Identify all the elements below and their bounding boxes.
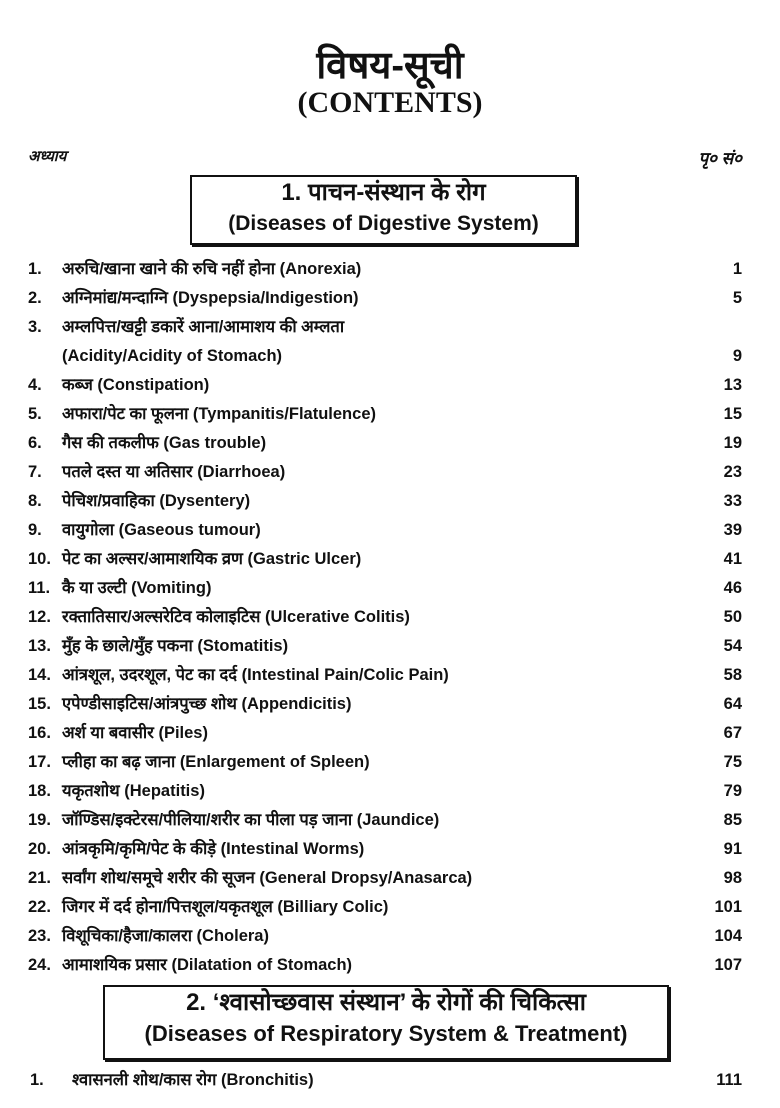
contents-entry[interactable]: [0, 835, 780, 864]
entry-number: 18.: [28, 782, 51, 800]
section-heading-respiratory: [103, 985, 669, 1060]
contents-entry[interactable]: [0, 893, 780, 922]
entry-number: 12.: [28, 608, 51, 626]
contents-entry[interactable]: [0, 864, 780, 893]
entry-title: यकृतशोथ (Hepatitis): [62, 782, 205, 800]
entry-number: 3.: [28, 318, 42, 336]
entry-title: जॉण्डिस/इक्टेरस/पीलिया/शरीर का पीला पड़ जाना (Jaundice): [62, 811, 440, 829]
section-heading-digestive: [190, 175, 577, 245]
section-title-hindi: 1. पाचन-संस्थान के रोग: [281, 179, 486, 206]
entry-page: 75: [723, 753, 742, 771]
entry-title: (Acidity/Acidity of Stomach): [62, 347, 283, 365]
entry-page: 41: [723, 550, 742, 568]
entry-title: जिगर में दर्द होना/पित्तशूल/यकृतशूल (Billiary Colic): [62, 898, 389, 916]
entry-page: 46: [723, 579, 742, 597]
contents-entry[interactable]: [0, 690, 780, 719]
entry-number: 17.: [28, 753, 51, 771]
entry-page: 13: [723, 376, 742, 394]
page-number-column-header: पृ० सं०: [698, 149, 742, 168]
section-title-english: (Diseases of Respiratory System & Treatment): [144, 1021, 628, 1046]
entry-title: सर्वांग शोथ/समूचे शरीर की सूजन (General Dropsy/Anasarca): [62, 869, 473, 887]
entry-title: अम्लपित्त/खट्टी डकारें आना/आमाशय की अम्लता: [62, 318, 345, 336]
entry-page: 67: [723, 724, 742, 742]
entry-page: 101: [714, 898, 742, 916]
entry-number: 10.: [28, 550, 51, 568]
contents-entry[interactable]: [0, 371, 780, 400]
contents-entry[interactable]: [0, 1066, 780, 1095]
entry-page: 104: [714, 927, 742, 945]
entry-page: 9: [732, 347, 742, 365]
contents-entry[interactable]: [0, 313, 780, 342]
entry-page: 64: [723, 695, 742, 713]
entry-page: 79: [723, 782, 742, 800]
entry-title: अफारा/पेट का फूलना (Tympanitis/Flatulence): [62, 405, 376, 423]
entry-number: 13.: [28, 637, 51, 655]
entry-number: 16.: [28, 724, 51, 742]
contents-entry[interactable]: [0, 284, 780, 313]
entry-number: 20.: [28, 840, 51, 858]
contents-entry[interactable]: [0, 458, 780, 487]
entry-title: विशूचिका/हैजा/कालरा (Cholera): [62, 927, 269, 945]
entry-title: रक्तातिसार/अल्सरेटिव कोलाइटिस (Ulcerative Colitis): [62, 608, 410, 626]
contents-entry[interactable]: [0, 545, 780, 574]
entry-title: वायुगोला (Gaseous tumour): [62, 521, 261, 539]
section-title-english: (Diseases of Digestive System): [228, 212, 539, 235]
contents-entry[interactable]: [0, 719, 780, 748]
contents-entry[interactable]: [0, 342, 780, 371]
entry-number: 8.: [28, 492, 42, 510]
page-subtitle: (CONTENTS): [297, 86, 483, 119]
contents-list: [0, 255, 780, 980]
entry-number: 1.: [30, 1071, 44, 1089]
entry-number: 5.: [28, 405, 42, 423]
entry-number: 15.: [28, 695, 51, 713]
entry-page: 50: [723, 608, 742, 626]
entry-page: 15: [723, 405, 742, 423]
entry-title: पेट का अल्सर/आमाशयिक व्रण (Gastric Ulcer): [62, 550, 362, 568]
entry-title: अरुचि/खाना खाने की रुचि नहीं होना (Anorexia): [62, 260, 362, 278]
page-title: विषय-सूची: [316, 45, 464, 87]
entry-page: 23: [723, 463, 742, 481]
entry-page: 111: [716, 1071, 742, 1089]
entry-number: 9.: [28, 521, 42, 539]
contents-entry[interactable]: [0, 922, 780, 951]
entry-page: 33: [723, 492, 742, 510]
entry-page: 19: [723, 434, 742, 452]
entry-number: 2.: [28, 289, 42, 307]
entry-number: 23.: [28, 927, 51, 945]
entry-title: कै या उल्टी (Vomiting): [62, 579, 212, 597]
entry-title: गैस की तकलीफ (Gas trouble): [62, 434, 267, 452]
chapter-column-header: अध्याय: [28, 148, 67, 165]
entry-page: 1: [732, 260, 742, 278]
entry-number: 22.: [28, 898, 51, 916]
entry-title: पेचिश/प्रवाहिका (Dysentery): [62, 492, 251, 510]
entry-number: 21.: [28, 869, 51, 887]
contents-entry[interactable]: [0, 806, 780, 835]
entry-page: 5: [732, 289, 742, 307]
contents-entry[interactable]: [0, 516, 780, 545]
entry-number: 4.: [28, 376, 42, 394]
entry-page: 85: [723, 811, 742, 829]
contents-entry[interactable]: [0, 661, 780, 690]
entry-title: अर्श या बवासीर (Piles): [62, 724, 208, 742]
entry-title: आमाशयिक प्रसार (Dilatation of Stomach): [62, 956, 353, 974]
entry-page: 58: [723, 666, 742, 684]
contents-entry[interactable]: [0, 400, 780, 429]
contents-entry[interactable]: [0, 429, 780, 458]
entry-title: कब्ज (Constipation): [62, 376, 210, 394]
entry-title: प्लीहा का बढ़ जाना (Enlargement of Spleen): [62, 753, 370, 771]
entry-page: 39: [723, 521, 742, 539]
entry-number: 7.: [28, 463, 42, 481]
contents-entry[interactable]: [0, 632, 780, 661]
entry-number: 19.: [28, 811, 51, 829]
entry-number: 11.: [28, 579, 51, 597]
entry-title: आंत्रकृमि/कृमि/पेट के कीड़े (Intestinal Worms): [62, 840, 365, 858]
entry-number: 14.: [28, 666, 51, 684]
entry-page: 91: [723, 840, 742, 858]
contents-entry[interactable]: [0, 951, 780, 980]
entry-title: आंत्रशूल, उदरशूल, पेट का दर्द (Intestinal Pain/Colic Pain): [62, 666, 449, 684]
contents-entry[interactable]: [0, 487, 780, 516]
entry-number: 1.: [28, 260, 42, 278]
entry-page: 107: [714, 956, 742, 974]
section-title-hindi: 2. ‘श्वासोच्छवास संस्थान’ के रोगों की चिकित्सा: [186, 989, 586, 1016]
entry-title: अग्निमांद्य/मन्दाग्नि (Dyspepsia/Indigestion): [62, 289, 359, 307]
entry-title: मुँह के छाले/मुँह पकना (Stomatitis): [62, 637, 289, 655]
entry-title: श्वासनली शोथ/कास रोग (Bronchitis): [72, 1071, 314, 1089]
entry-number: 6.: [28, 434, 42, 452]
contents-entry[interactable]: [0, 255, 780, 284]
contents-entry[interactable]: [0, 748, 780, 777]
entry-title: एपेण्डीसाइटिस/आंत्रपुच्छ शोथ (Appendicitis): [62, 695, 352, 713]
contents-entry[interactable]: [0, 574, 780, 603]
entry-number: 24.: [28, 956, 51, 974]
contents-entry[interactable]: [0, 603, 780, 632]
entry-page: 54: [723, 637, 742, 655]
contents-entry[interactable]: [0, 777, 780, 806]
entry-title: पतले दस्त या अतिसार (Diarrhoea): [62, 463, 286, 481]
entry-page: 98: [723, 869, 742, 887]
